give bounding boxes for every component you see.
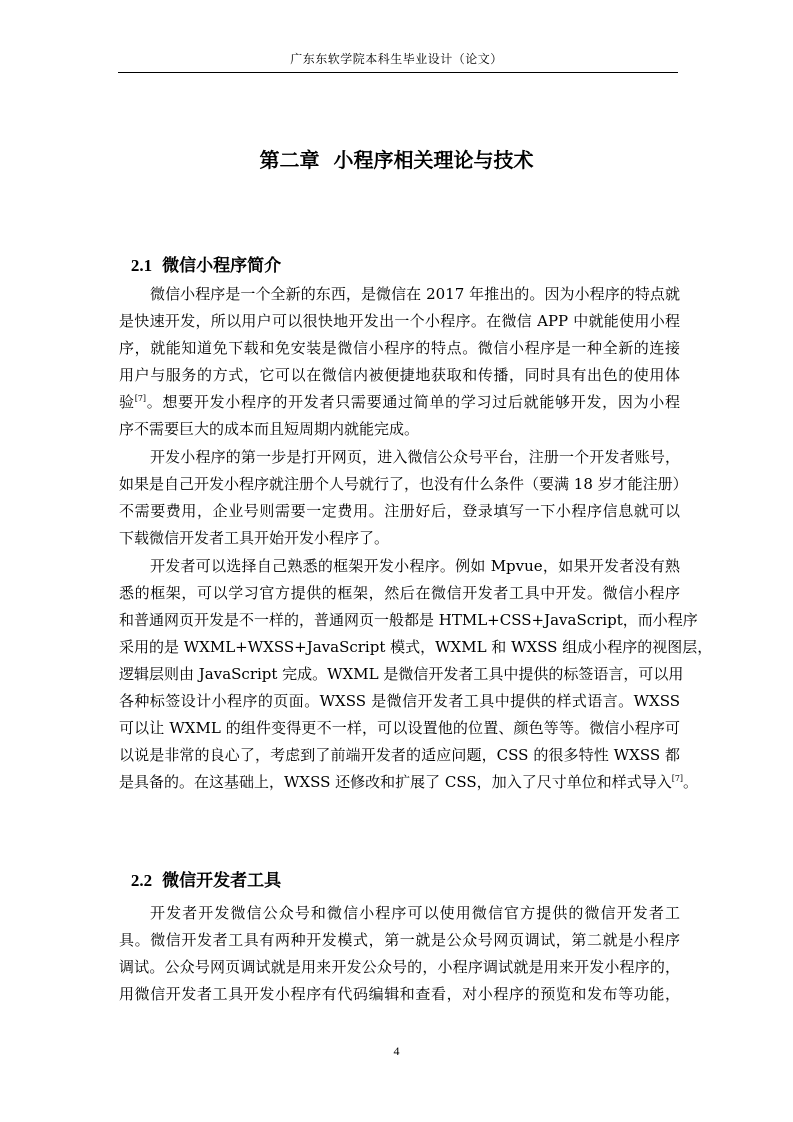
header-rule (118, 72, 678, 73)
text-fragment: 是具备的。在这基础上，WXSS 还修改和扩展了 CSS，加入了尺寸单位和样式导入 (119, 773, 672, 791)
section-number: 2.1 (130, 256, 153, 275)
text-line: 序，就能知道免下载和免安装是微信小程序的特点。微信小程序是一种全新的连接 (119, 339, 680, 357)
text-line (119, 769, 699, 796)
text-line: 下载微信开发者工具开始开发小程序了。 (119, 529, 390, 547)
citation: [7] (134, 394, 147, 403)
text-line: 开发小程序的第一步是打开网页，进入微信公众号平台，注册一个开发者账号， (150, 448, 680, 466)
text-line: 调试。公众号网页调试就是用来开发公众号的，小程序调试就是用来开发小程序的， (119, 958, 680, 976)
text-line: 不需要费用，企业号则需要一定费用。注册好后，登录填写一下小程序信息就可以 (119, 502, 680, 520)
section-heading (119, 845, 281, 893)
text-line: 采用的是 WXML+WXSS+JavaScript 模式，WXML 和 WXSS 组成小程序的视图层， (119, 638, 713, 656)
text-line: 如果是自己开发小程序就注册个人号就行了，也没有什么条件（要满 18 岁才能注册） (119, 475, 688, 493)
page-header: 广东东软学院本科生毕业设计（论文） (290, 52, 503, 66)
text-line: 各种标签设计小程序的页面。WXSS 是微信开发者工具中提供的样式语言。WXSS (119, 692, 680, 710)
text-line: 序不需要巨大的成本而且短周期内就能完成。 (119, 420, 420, 438)
page-number: 4 (393, 1044, 400, 1058)
text-line: 逻辑层则由 JavaScript 完成。WXML 是微信开发者工具中提供的标签语言，可以用 (119, 665, 684, 683)
section-number: 2.2 (130, 871, 153, 890)
text-line: 以说是非常的良心了，考虑到了前端开发者的适应问题，CSS 的很多特性 WXSS 都 (119, 746, 680, 764)
text-line: 悉的框架，可以学习官方提供的框架，然后在微信开发者工具中开发。微信小程序 (119, 584, 680, 602)
paragraph (119, 444, 688, 552)
text-line: 微信小程序是一个全新的东西，是微信在 2017 年推出的。因为小程序的特点就 (150, 285, 680, 303)
text-line: 是快速开发，所以用户可以很快地开发出一个小程序。在微信 APP 中就能使用小程 (119, 312, 680, 330)
section-title: 微信开发者工具 (162, 871, 282, 891)
text-line: 和普通网页开发是不一样的，普通网页一般都是 HTML+CSS+JavaScript，而小程序 (119, 611, 698, 629)
text-line: 开发者开发微信公众号和微信小程序可以使用微信官方提供的微信开发者工 (150, 904, 680, 922)
text-line: 开发者可以选择自己熟悉的框架开发小程序。例如 Mpvue，如果开发者没有熟 (150, 557, 680, 575)
text-fragment: 验 (119, 393, 135, 411)
text-line (119, 389, 680, 416)
paragraph (119, 281, 680, 443)
paragraph (119, 900, 680, 1008)
section-heading (119, 230, 281, 278)
chapter-title: 第二章 小程序相关理论与技术 (259, 148, 534, 172)
paragraph (119, 553, 713, 796)
text-fragment: 。想要开发小程序的开发者只需要通过简单的学习过后就能够开发，因为小程 (146, 393, 680, 411)
text-line: 可以让 WXML 的组件变得更不一样，可以设置他的位置、颜色等等。微信小程序可 (119, 719, 680, 737)
text-fragment: 。 (683, 773, 699, 791)
text-line: 具。微信开发者工具有两种开发模式，第一就是公众号网页调试，第二就是小程序 (119, 931, 680, 949)
text-line: 用户与服务的方式，它可以在微信内被便捷地获取和传播，同时具有出色的使用体 (119, 366, 680, 384)
text-line: 用微信开发者工具开发小程序有代码编辑和查看，对小程序的预览和发布等功能， (119, 985, 680, 1003)
section-title: 微信小程序简介 (162, 256, 282, 276)
citation: [7] (671, 774, 684, 783)
